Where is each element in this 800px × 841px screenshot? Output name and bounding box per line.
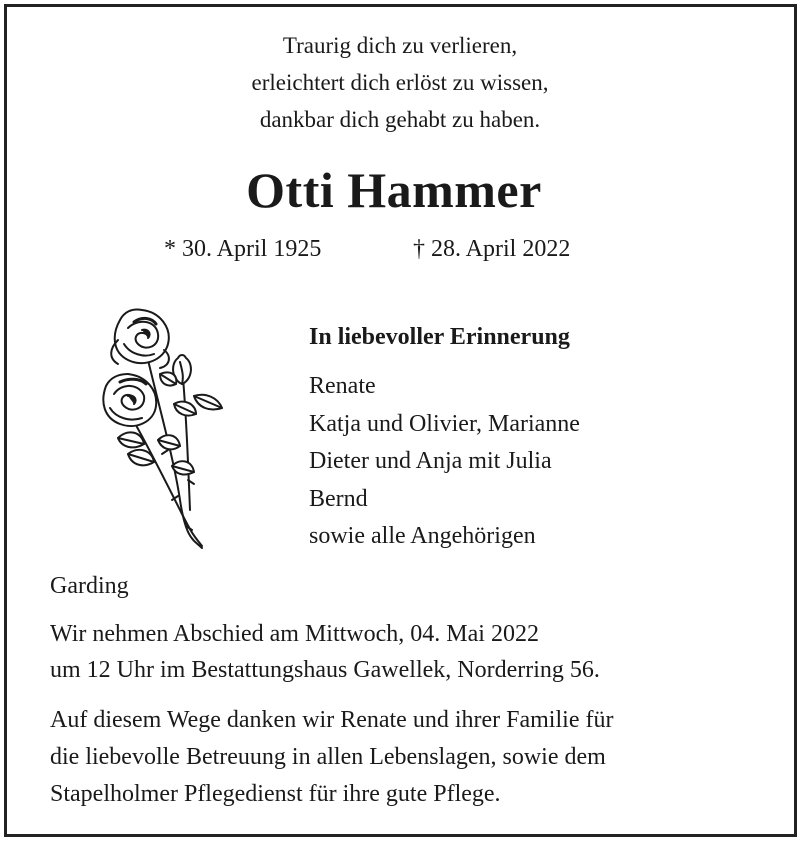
mourner-name: sowie alle Angehörigen bbox=[309, 523, 536, 549]
mourners-list bbox=[309, 368, 580, 556]
mourners-heading: In liebevoller Erinnerung bbox=[309, 324, 570, 350]
birth-date: * 30. April 1925 bbox=[164, 236, 322, 262]
deceased-name: Otti Hammer bbox=[246, 162, 542, 218]
mourner-name: Katja und Olivier, Marianne bbox=[309, 410, 580, 437]
memorial-verse bbox=[0, 27, 800, 138]
mourners-block bbox=[309, 318, 580, 556]
rose-icon bbox=[98, 300, 228, 552]
mourner-name: Renate bbox=[309, 373, 376, 399]
thanks-line: Auf diesem Wege danken wir Renate und ihrer Familie für bbox=[50, 707, 614, 733]
thanks-paragraph bbox=[50, 702, 613, 813]
place-name: Garding bbox=[50, 573, 129, 599]
farewell-line: Wir nehmen Abschied am Mittwoch, 04. Mai 2022 bbox=[50, 621, 539, 647]
thanks-line: Stapelholmer Pflegedienst für ihre gute Pflege. bbox=[50, 781, 501, 807]
thanks-line: die liebevolle Betreuung in allen Lebenslagen, sowie dem bbox=[50, 744, 606, 770]
verse-line: Traurig dich zu verlieren, bbox=[282, 33, 518, 58]
farewell-line: um 12 Uhr im Bestattungshaus Gawellek, Norderring 56. bbox=[50, 657, 600, 683]
farewell-info bbox=[50, 616, 600, 688]
death-date: † 28. April 2022 bbox=[413, 236, 571, 262]
mourner-name: Bernd bbox=[309, 485, 368, 512]
mourner-name: Dieter und Anja mit Julia bbox=[309, 448, 552, 474]
verse-line: dankbar dich gehabt zu haben. bbox=[259, 107, 541, 132]
verse-line: erleichtert dich erlöst zu wissen, bbox=[251, 70, 549, 95]
